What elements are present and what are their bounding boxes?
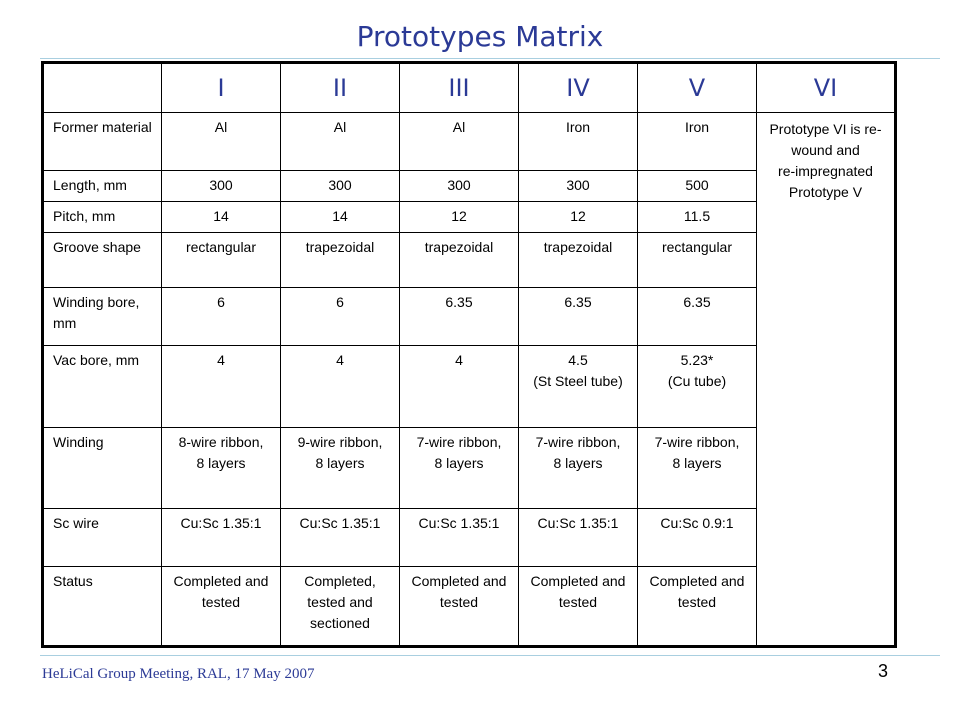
prototypes-matrix-table <box>41 61 897 648</box>
table-cell <box>281 288 400 346</box>
table-cell <box>400 288 519 346</box>
table-cell <box>400 232 519 288</box>
slide-title: Prototypes Matrix <box>356 20 604 53</box>
cell-text: 300 <box>566 176 590 193</box>
table-cell <box>162 345 281 427</box>
cell-text: Completed, tested and sectioned <box>304 572 376 631</box>
cell-text: Cu:Sc 1.35:1 <box>537 514 619 531</box>
table-cell <box>519 508 638 566</box>
row-label: Groove shape <box>43 232 162 288</box>
table-cell <box>638 170 757 201</box>
cell-text: (Cu tube) <box>667 372 727 389</box>
cell-text: 8 layers <box>553 455 603 472</box>
cell-text: Completed and tested <box>530 572 626 610</box>
row-label: Sc wire <box>43 508 162 566</box>
cell-text: Iron <box>684 119 710 135</box>
cell-text: 4 <box>336 351 344 368</box>
table-cell <box>519 113 638 171</box>
row-label: Former material <box>43 113 162 171</box>
cell-text: 8 layers <box>672 455 722 472</box>
cell-text: 4 <box>455 351 463 368</box>
table-cell <box>281 232 400 288</box>
row-label: Winding bore, mm <box>43 288 162 346</box>
table-cell <box>519 170 638 201</box>
cell-text: 6.35 <box>683 294 711 311</box>
table-cell <box>638 201 757 232</box>
cell-text: 14 <box>332 207 348 224</box>
header-cell-iii: III <box>400 63 519 113</box>
header-cell-i: I <box>162 63 281 113</box>
cell-text: Al <box>333 119 347 135</box>
cell-text: Completed and tested <box>411 572 507 610</box>
table-cell <box>162 232 281 288</box>
footer-text: HeLiCal Group Meeting, RAL, 17 May 2007 <box>42 666 315 682</box>
cell-text: 11.5 <box>683 207 711 224</box>
page-number: 3 <box>877 661 888 681</box>
cell-text: Completed and tested <box>173 572 269 610</box>
header-cell-iv: IV <box>519 63 638 113</box>
cell-text: 7-wire ribbon, <box>535 434 621 451</box>
cell-text: rectangular <box>185 238 257 255</box>
table-cell <box>281 566 400 646</box>
row-label: Length, mm <box>43 170 162 201</box>
table-cell <box>519 345 638 427</box>
table-cell <box>281 428 400 508</box>
table-cell <box>519 232 638 288</box>
table-cell <box>281 170 400 201</box>
title-divider <box>40 58 940 59</box>
cell-text: 300 <box>328 176 352 193</box>
cell-text: 500 <box>685 176 709 193</box>
cell-text: (St Steel tube) <box>533 372 623 389</box>
cell-text: 9-wire ribbon, <box>297 434 383 451</box>
cell-text: Al <box>214 119 228 135</box>
table-cell <box>162 170 281 201</box>
table-cell <box>400 345 519 427</box>
cell-text: 300 <box>209 176 233 193</box>
header-cell-ii: II <box>281 63 400 113</box>
table-cell <box>638 566 757 646</box>
cell-text: trapezoidal <box>543 238 613 255</box>
cell-text: 12 <box>570 207 586 224</box>
table-cell <box>400 113 519 171</box>
cell-text: 7-wire ribbon, <box>416 434 502 451</box>
table-cell <box>519 428 638 508</box>
table-cell <box>162 113 281 171</box>
table-cell <box>638 113 757 171</box>
table-cell <box>162 201 281 232</box>
cell-text: 5.23* <box>680 351 714 368</box>
table-cell <box>162 508 281 566</box>
row-label: Status <box>43 566 162 646</box>
row-label: Vac bore, mm <box>43 345 162 427</box>
table-cell <box>400 170 519 201</box>
table-cell <box>638 428 757 508</box>
table-cell <box>638 345 757 427</box>
cell-text: Cu:Sc 0.9:1 <box>660 514 734 531</box>
table-cell <box>638 288 757 346</box>
table-cell <box>519 566 638 646</box>
header-cell-corner <box>43 63 162 113</box>
cell-text: 8 layers <box>196 455 246 472</box>
cell-text: rectangular <box>661 238 733 255</box>
cell-text: 8 layers <box>434 455 484 472</box>
table-cell <box>400 566 519 646</box>
table-cell <box>162 428 281 508</box>
table-cell <box>281 345 400 427</box>
cell-text: Cu:Sc 1.35:1 <box>299 514 381 531</box>
table-cell <box>400 428 519 508</box>
cell-text: 6 <box>217 294 225 311</box>
table-cell <box>281 508 400 566</box>
header-row <box>43 63 896 113</box>
cell-text: Cu:Sc 1.35:1 <box>418 514 500 531</box>
table-cell <box>400 508 519 566</box>
row-label: Pitch, mm <box>43 201 162 232</box>
prototype-vi-note-line: Prototype V <box>788 184 863 200</box>
table-cell <box>638 508 757 566</box>
table-cell <box>638 232 757 288</box>
table-row <box>43 113 896 171</box>
cell-text: 300 <box>447 176 471 193</box>
table-body <box>43 113 896 647</box>
table-cell <box>162 288 281 346</box>
cell-text: trapezoidal <box>305 238 375 255</box>
cell-text: 8-wire ribbon, <box>178 434 264 451</box>
cell-text: 14 <box>213 207 229 224</box>
cell-text: 8 layers <box>315 455 365 472</box>
table-cell <box>162 566 281 646</box>
table-cell <box>281 201 400 232</box>
cell-text: 12 <box>451 207 467 224</box>
cell-text: 7-wire ribbon, <box>654 434 740 451</box>
cell-text: 6.35 <box>564 294 592 311</box>
table-cell <box>519 288 638 346</box>
cell-text: 6.35 <box>445 294 473 311</box>
cell-text: Cu:Sc 1.35:1 <box>180 514 262 531</box>
prototype-vi-note-cell <box>757 113 896 647</box>
cell-text: 4.5 <box>568 351 588 368</box>
cell-text: 4 <box>217 351 225 368</box>
header-cell-v: V <box>638 63 757 113</box>
table-cell <box>281 113 400 171</box>
cell-text: trapezoidal <box>424 238 494 255</box>
table-cell <box>400 201 519 232</box>
row-label: Winding <box>43 428 162 508</box>
table-cell <box>519 201 638 232</box>
header-cell-vi: VI <box>757 63 896 113</box>
cell-text: Al <box>452 119 466 135</box>
cell-text: Completed and tested <box>649 572 745 610</box>
footer-divider <box>40 655 940 656</box>
prototype-vi-note-line: Prototype VI is re-wound and <box>769 121 882 158</box>
cell-text: Iron <box>565 119 591 135</box>
prototype-vi-note-line: re-impregnated <box>778 163 873 179</box>
cell-text: 6 <box>336 294 344 311</box>
